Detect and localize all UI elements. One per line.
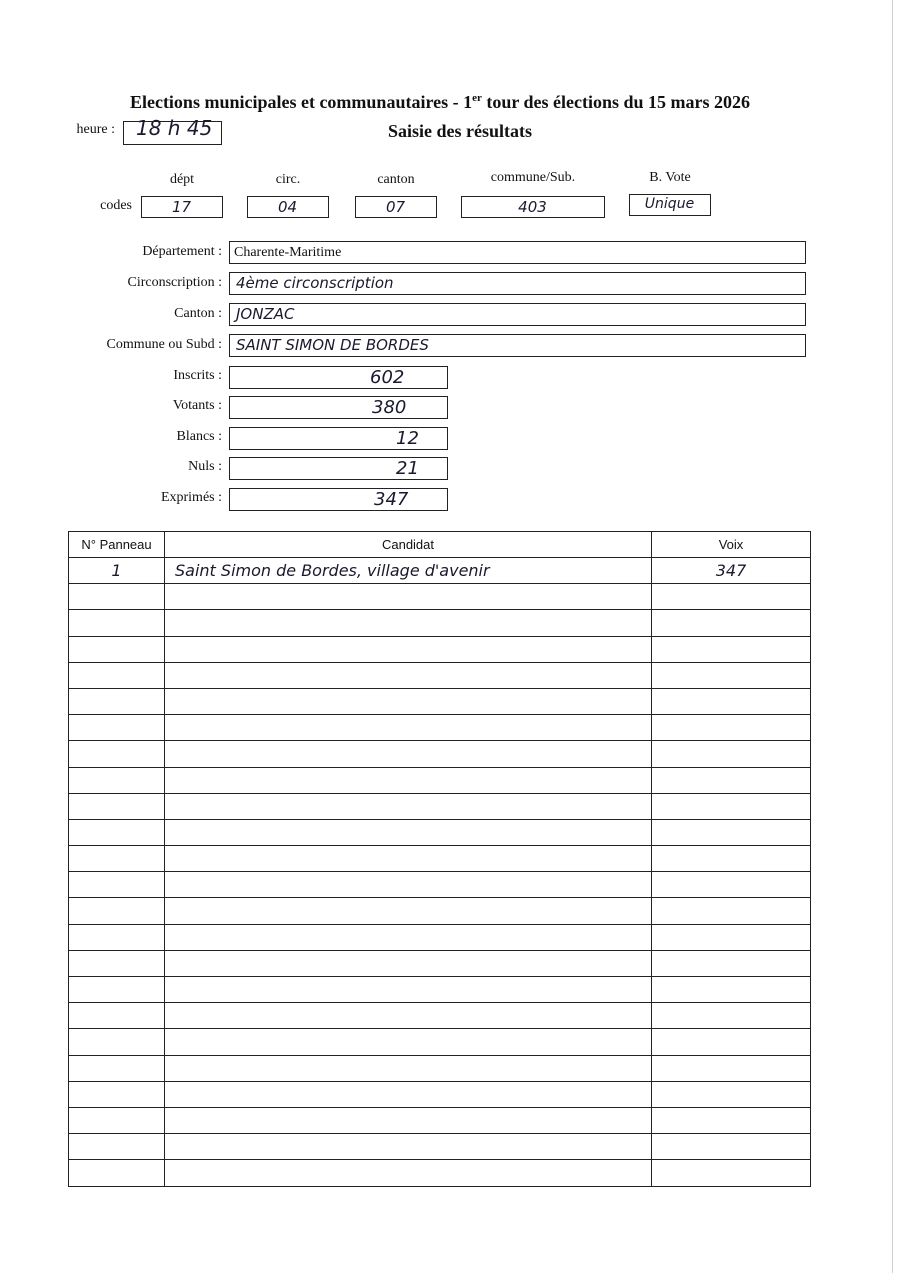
panneau-cell[interactable]: [69, 872, 165, 898]
candidat-cell[interactable]: [165, 1134, 652, 1160]
table-row-empty: [69, 1081, 811, 1107]
table-row-empty: [69, 793, 811, 819]
canton-name-label: Canton :: [174, 306, 222, 321]
candidat-cell[interactable]: [165, 846, 652, 872]
voix-cell[interactable]: [652, 715, 811, 741]
voix-cell[interactable]: [652, 898, 811, 924]
bvote-field[interactable]: [629, 194, 711, 216]
canton-field[interactable]: [355, 196, 437, 218]
voix-cell[interactable]: [652, 793, 811, 819]
table-row-empty: [69, 819, 811, 845]
table-row-empty: [69, 1160, 811, 1186]
voix-cell[interactable]: [652, 741, 811, 767]
codes-label: codes: [100, 198, 132, 213]
candidat-cell[interactable]: [165, 741, 652, 767]
voix-cell[interactable]: [652, 636, 811, 662]
panneau-cell[interactable]: [69, 1029, 165, 1055]
panneau-cell[interactable]: [69, 846, 165, 872]
commune-header: commune/Sub.: [490, 170, 576, 185]
votants-value: 380: [372, 397, 407, 418]
voix-column-header: Voix: [652, 532, 811, 558]
panneau-cell[interactable]: [69, 636, 165, 662]
candidat-cell[interactable]: [165, 898, 652, 924]
candidat-cell[interactable]: [165, 977, 652, 1003]
panneau-cell[interactable]: [69, 610, 165, 636]
dept-header: dépt: [169, 172, 195, 187]
voix-cell[interactable]: [652, 767, 811, 793]
panneau-cell[interactable]: [69, 950, 165, 976]
panneau-cell[interactable]: [69, 924, 165, 950]
voix-cell[interactable]: [652, 872, 811, 898]
panneau-cell[interactable]: [69, 662, 165, 688]
canton-value: 07: [385, 198, 406, 216]
heure-value: 18 h 45: [136, 116, 213, 140]
table-row-empty: [69, 610, 811, 636]
table-row-empty: [69, 898, 811, 924]
panneau-cell[interactable]: [69, 1107, 165, 1133]
bvote-value: Unique: [644, 196, 695, 212]
panneau-cell[interactable]: [69, 819, 165, 845]
candidat-cell[interactable]: [165, 584, 652, 610]
candidat-cell[interactable]: [165, 767, 652, 793]
canton-name-field[interactable]: [229, 303, 806, 326]
panneau-cell[interactable]: [69, 584, 165, 610]
table-row-empty: [69, 767, 811, 793]
table-row-empty: [69, 1003, 811, 1029]
voix-cell[interactable]: [652, 1055, 811, 1081]
candidat-cell[interactable]: [165, 636, 652, 662]
candidat-cell[interactable]: [165, 819, 652, 845]
blancs-field[interactable]: [229, 427, 448, 450]
votants-field[interactable]: [229, 396, 448, 419]
circonscription-field[interactable]: [229, 272, 806, 295]
panneau-cell[interactable]: [69, 1160, 165, 1186]
table-row-empty: [69, 977, 811, 1003]
commune-code-field[interactable]: [461, 196, 605, 218]
dept-field[interactable]: [141, 196, 223, 218]
candidat-cell[interactable]: [165, 610, 652, 636]
page-title: Elections municipales et communautaires - 1er tour des élections du 15 mars 2026: [129, 92, 751, 112]
nuls-value: 21: [396, 458, 419, 479]
voix-cell[interactable]: [652, 662, 811, 688]
inscrits-value: 602: [370, 367, 405, 388]
bvote-header: B. Vote: [649, 170, 691, 185]
canton-name-value: JONZAC: [236, 305, 295, 323]
candidat-cell[interactable]: [165, 793, 652, 819]
candidat-cell[interactable]: [165, 1107, 652, 1133]
exprimes-label: Exprimés :: [160, 490, 222, 505]
nuls-field[interactable]: [229, 457, 448, 480]
table-row-empty: [69, 636, 811, 662]
table-row-empty: [69, 688, 811, 714]
panneau-cell[interactable]: [69, 977, 165, 1003]
voix-cell[interactable]: [652, 924, 811, 950]
candidat-cell[interactable]: [165, 662, 652, 688]
voix-cell[interactable]: [652, 1081, 811, 1107]
voix-cell[interactable]: [652, 584, 811, 610]
panneau-cell[interactable]: [69, 1134, 165, 1160]
candidat-cell[interactable]: [165, 1029, 652, 1055]
panneau-cell[interactable]: [69, 688, 165, 714]
panneau-cell[interactable]: 1: [69, 558, 165, 584]
votants-label: Votants :: [172, 398, 222, 413]
voix-cell[interactable]: [652, 688, 811, 714]
candidates-table: [68, 531, 811, 1187]
table-row-empty: [69, 950, 811, 976]
circonscription-label: Circonscription :: [127, 275, 222, 290]
table-row-empty: [69, 741, 811, 767]
table-row-empty: [69, 662, 811, 688]
heure-field[interactable]: [123, 116, 222, 145]
exprimes-value: 347: [374, 489, 409, 510]
voix-cell[interactable]: [652, 819, 811, 845]
candidat-column-header: Candidat: [165, 532, 652, 558]
voix-cell[interactable]: [652, 610, 811, 636]
panneau-cell[interactable]: [69, 715, 165, 741]
departement-value: Charente-Maritime: [234, 245, 342, 260]
panneau-cell[interactable]: [69, 1081, 165, 1107]
candidat-cell[interactable]: Saint Simon de Bordes, village d'avenir: [165, 558, 652, 584]
commune-code-value: 403: [518, 198, 547, 216]
dept-value: 17: [171, 198, 192, 216]
candidat-cell[interactable]: [165, 1160, 652, 1186]
exprimes-field[interactable]: [229, 488, 448, 511]
candidat-cell[interactable]: [165, 872, 652, 898]
candidat-cell[interactable]: [165, 950, 652, 976]
panneau-cell[interactable]: [69, 1003, 165, 1029]
circ-field[interactable]: [247, 196, 329, 218]
table-header-row: [69, 532, 811, 558]
commune-label: Commune ou Subd :: [106, 337, 222, 352]
circ-value: 04: [277, 198, 298, 216]
voix-cell[interactable]: [652, 1160, 811, 1186]
departement-label: Département :: [142, 244, 222, 259]
heure-label: heure :: [76, 122, 115, 137]
table-row-empty: [69, 846, 811, 872]
voix-cell[interactable]: 347: [652, 558, 811, 584]
panneau-column-header: N° Panneau: [69, 532, 165, 558]
voix-cell[interactable]: [652, 1107, 811, 1133]
candidat-cell[interactable]: [165, 924, 652, 950]
candidat-cell[interactable]: [165, 715, 652, 741]
candidat-cell[interactable]: [165, 1003, 652, 1029]
page-edge-line: [892, 0, 893, 1273]
table-row-empty: [69, 1055, 811, 1081]
table-row-empty: [69, 1134, 811, 1160]
table-row-empty: [69, 924, 811, 950]
voix-cell[interactable]: [652, 1029, 811, 1055]
commune-field[interactable]: [229, 334, 806, 357]
panneau-cell[interactable]: [69, 741, 165, 767]
inscrits-label: Inscrits :: [173, 368, 222, 383]
circonscription-value: 4ème circonscription: [236, 274, 394, 292]
voix-cell[interactable]: [652, 846, 811, 872]
voix-cell[interactable]: [652, 1003, 811, 1029]
candidat-cell[interactable]: [165, 1081, 652, 1107]
table-row-empty: [69, 584, 811, 610]
table-row-empty: [69, 1029, 811, 1055]
panneau-cell[interactable]: [69, 898, 165, 924]
panneau-cell[interactable]: [69, 767, 165, 793]
panneau-cell[interactable]: [69, 1055, 165, 1081]
panneau-cell[interactable]: [69, 793, 165, 819]
blancs-value: 12: [396, 428, 419, 449]
candidat-cell[interactable]: [165, 1055, 652, 1081]
voix-cell[interactable]: [652, 977, 811, 1003]
table-row-empty: [69, 1107, 811, 1133]
inscrits-field[interactable]: [229, 366, 448, 389]
page-subtitle: Saisie des résultats: [388, 121, 532, 141]
nuls-label: Nuls :: [188, 459, 222, 474]
blancs-label: Blancs :: [176, 429, 222, 444]
table-row-empty: [69, 715, 811, 741]
voix-cell[interactable]: [652, 1134, 811, 1160]
departement-field[interactable]: [229, 241, 806, 264]
table-row: [69, 558, 811, 584]
canton-header: canton: [377, 172, 415, 187]
commune-value: SAINT SIMON DE BORDES: [236, 336, 429, 354]
voix-cell[interactable]: [652, 950, 811, 976]
candidat-cell[interactable]: [165, 688, 652, 714]
table-row-empty: [69, 872, 811, 898]
circ-header: circ.: [275, 172, 301, 187]
